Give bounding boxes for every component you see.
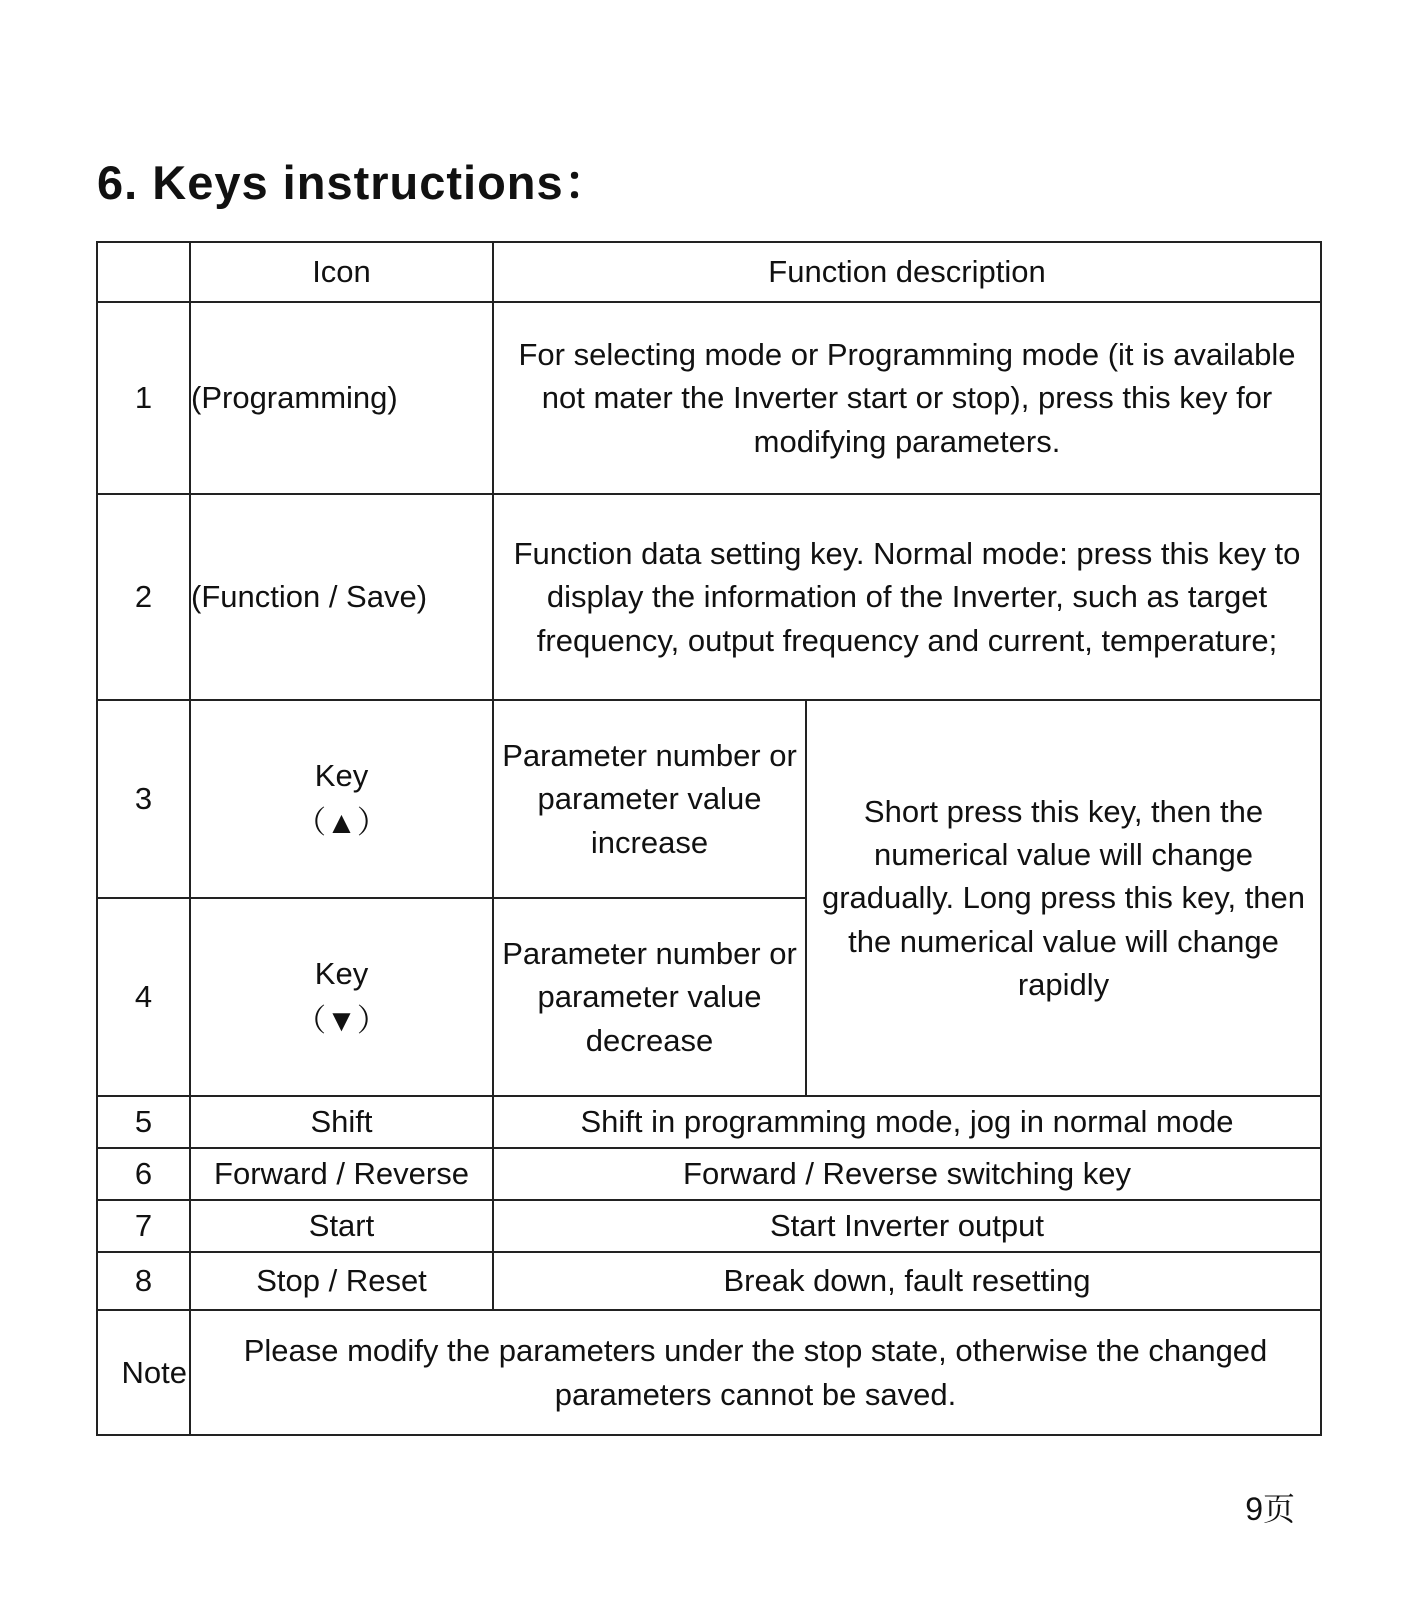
row-number: 2	[97, 494, 190, 700]
param-increase-description: Parameter number or parameter value increase	[493, 700, 806, 898]
function-description: Break down, fault resetting	[493, 1252, 1321, 1310]
table-row	[97, 302, 1321, 494]
table-row	[97, 1252, 1321, 1310]
note-text: Please modify the parameters under the stop state, otherwise the changed parameters cannot be saved.	[190, 1310, 1321, 1435]
param-decrease-description: Parameter number or parameter value decrease	[493, 898, 806, 1096]
key-label: Key	[314, 757, 369, 793]
key-name-function-save: (Function / Save)	[190, 494, 493, 700]
key-name-programming: (Programming)	[190, 302, 493, 494]
page-title: 6. Keys instructions：	[97, 156, 612, 209]
row-number: 1	[97, 302, 190, 494]
function-description: Function data setting key. Normal mode: press this key to display the information of the Inverter, such as target frequency, output frequency and current, temperature;	[493, 494, 1321, 700]
note-label: Note	[97, 1310, 190, 1435]
header-icon: Icon	[190, 242, 493, 302]
row-number: 7	[97, 1200, 190, 1252]
key-down-cell	[190, 898, 493, 1096]
page-number: 9页	[1245, 1491, 1295, 1527]
header-number	[97, 242, 190, 302]
function-description: Shift in programming mode, jog in normal mode	[493, 1096, 1321, 1148]
table-row	[97, 1096, 1321, 1148]
function-description: Start Inverter output	[493, 1200, 1321, 1252]
key-name-stop-reset: Stop / Reset	[190, 1252, 493, 1310]
table-row	[97, 700, 1321, 898]
table-header-row	[97, 242, 1321, 302]
key-name-forward-reverse: Forward / Reverse	[190, 1148, 493, 1200]
down-arrow-icon: （▼）	[295, 1003, 388, 1038]
function-description: For selecting mode or Programming mode (it is available not mater the Inverter start or stop), press this key for modifying parameters.	[493, 302, 1321, 494]
key-name-shift: Shift	[190, 1096, 493, 1148]
up-arrow-icon: （▲）	[295, 805, 388, 840]
row-number: 6	[97, 1148, 190, 1200]
function-description: Forward / Reverse switching key	[493, 1148, 1321, 1200]
row-number: 4	[97, 898, 190, 1096]
shared-updown-description: Short press this key, then the numerical value will change gradually. Long press this key, then the numerical value will change rapidly	[806, 700, 1321, 1096]
key-up-cell	[190, 700, 493, 898]
table-row	[97, 1200, 1321, 1252]
keys-instructions-table	[96, 241, 1322, 1436]
row-number: 8	[97, 1252, 190, 1310]
row-number: 5	[97, 1096, 190, 1148]
table-row	[97, 1148, 1321, 1200]
header-function-description: Function description	[493, 242, 1321, 302]
table-row	[97, 494, 1321, 700]
key-name-start: Start	[190, 1200, 493, 1252]
row-number: 3	[97, 700, 190, 898]
note-row	[97, 1310, 1321, 1435]
key-label: Key	[314, 955, 369, 991]
